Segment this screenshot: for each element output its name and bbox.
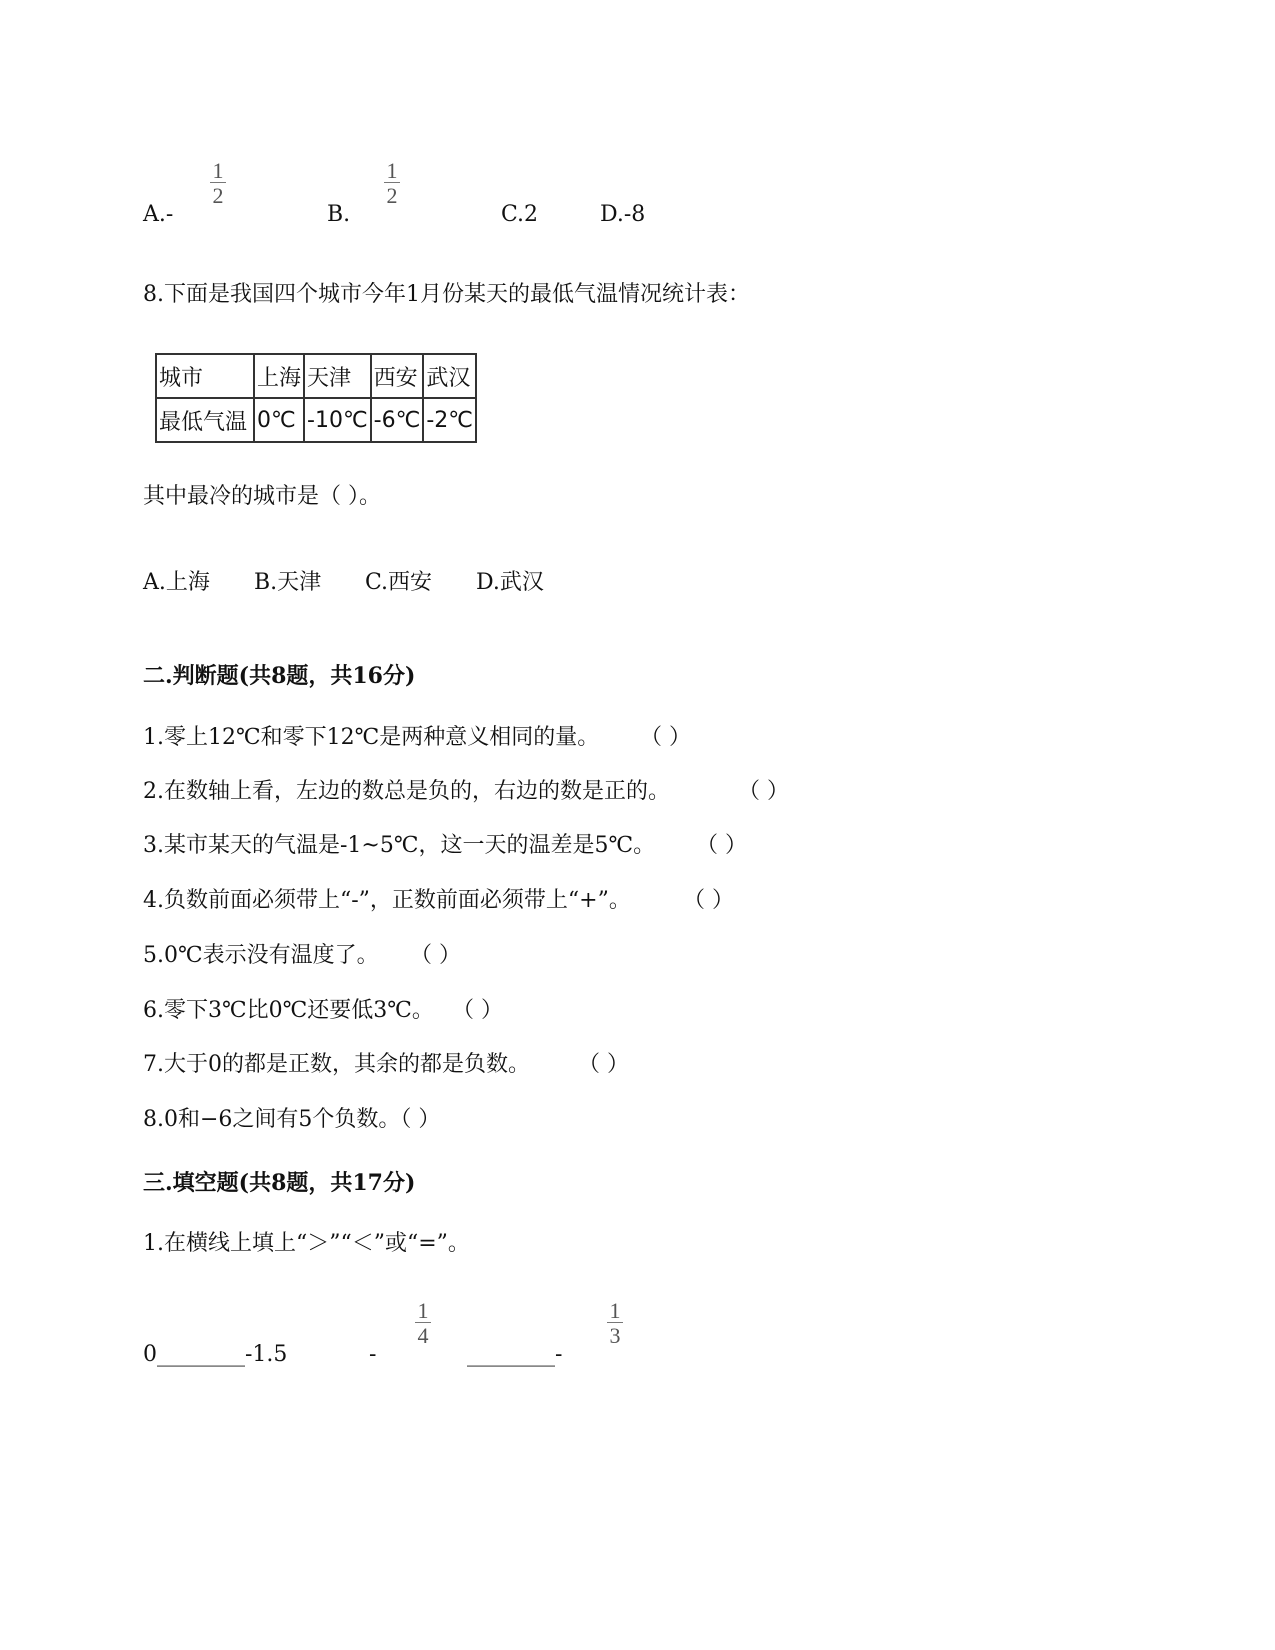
table-row [156,398,476,442]
judge-item-7: 7.大于0的都是正数，其余的都是负数。 [143,1052,530,1077]
q8-question: 其中最冷的城市是（ ）。 [143,484,381,509]
fraction-numerator: 1 [212,158,224,183]
fraction-denominator: 4 [417,1323,429,1348]
q8-option-d: D.武汉 [476,570,544,595]
temperature-table [155,353,477,443]
fraction-numerator: 1 [417,1298,429,1323]
fraction-denominator: 2 [212,183,224,208]
table-cell: 0℃ [254,398,304,442]
judge-item-4-paren: （ ） [683,888,734,913]
fraction-denominator: 3 [609,1323,621,1348]
table-cell: 最低气温 [156,398,254,442]
fill-q1-stem: 1.在横线上填上“＞”“＜”或“=”。 [143,1231,470,1256]
q7-option-a-fraction [206,160,230,207]
q8-option-b: B.天津 [254,570,322,595]
fill-q1-fraction-2 [603,1300,627,1347]
judge-item-8: 8.0和−6之间有5个负数。（ ） [143,1107,441,1132]
fraction-numerator: 1 [609,1298,621,1323]
fraction-denominator: 2 [386,183,398,208]
q7-option-b-fraction [380,160,404,207]
table-cell: -2℃ [423,398,476,442]
judge-item-6: 6.零下3℃比0℃还要低3℃。 [143,998,434,1023]
table-header-row [156,354,476,398]
q7-option-d: D.-8 [600,202,646,227]
q8-stem: 8.下面是我国四个城市今年1月份某天的最低气温情况统计表： [143,282,750,307]
judge-item-2-paren: （ ） [738,779,789,804]
judge-item-3: 3.某市某天的气温是-1~5℃，这一天的温差是5℃。 [143,833,656,858]
q8-option-a: A.上海 [143,570,210,595]
fill-q1-minus: - [369,1342,377,1367]
q7-option-c: C.2 [501,202,539,227]
section-3-title: 三.填空题(共8题，共17分) [143,1170,416,1196]
judge-item-2: 2.在数轴上看，左边的数总是负的，右边的数是正的。 [143,779,670,804]
fill-q1-fraction-1 [411,1300,435,1347]
judge-item-1: 1.零上12℃和零下12℃是两种意义相同的量。 [143,725,600,750]
fraction-numerator: 1 [386,158,398,183]
section-2-title: 二.判断题(共8题，共16分) [143,663,416,689]
q7-option-b-prefix: B. [327,202,351,227]
q7-option-a-prefix: A.- [143,202,174,227]
judge-item-7-paren: （ ） [578,1052,629,1077]
table-cell: 武汉 [423,354,476,398]
judge-item-1-paren: （ ） [640,725,691,750]
table-cell: -6℃ [371,398,424,442]
fill-q1-blank-2: ________- [467,1342,563,1367]
fill-q1-part1: 0________-1.5 [143,1342,288,1367]
table-cell: 天津 [304,354,371,398]
table-cell: -10℃ [304,398,371,442]
judge-item-3-paren: （ ） [696,833,747,858]
table-cell: 上海 [254,354,304,398]
judge-item-5: 5.0℃表示没有温度了。 [143,943,379,968]
table-cell: 城市 [156,354,254,398]
judge-item-6-paren: （ ） [452,998,503,1023]
q8-option-c: C.西安 [365,570,433,595]
judge-item-4: 4.负数前面必须带上“-”，正数前面必须带上“+”。 [143,888,631,913]
judge-item-5-paren: （ ） [410,943,461,968]
table-cell: 西安 [371,354,424,398]
